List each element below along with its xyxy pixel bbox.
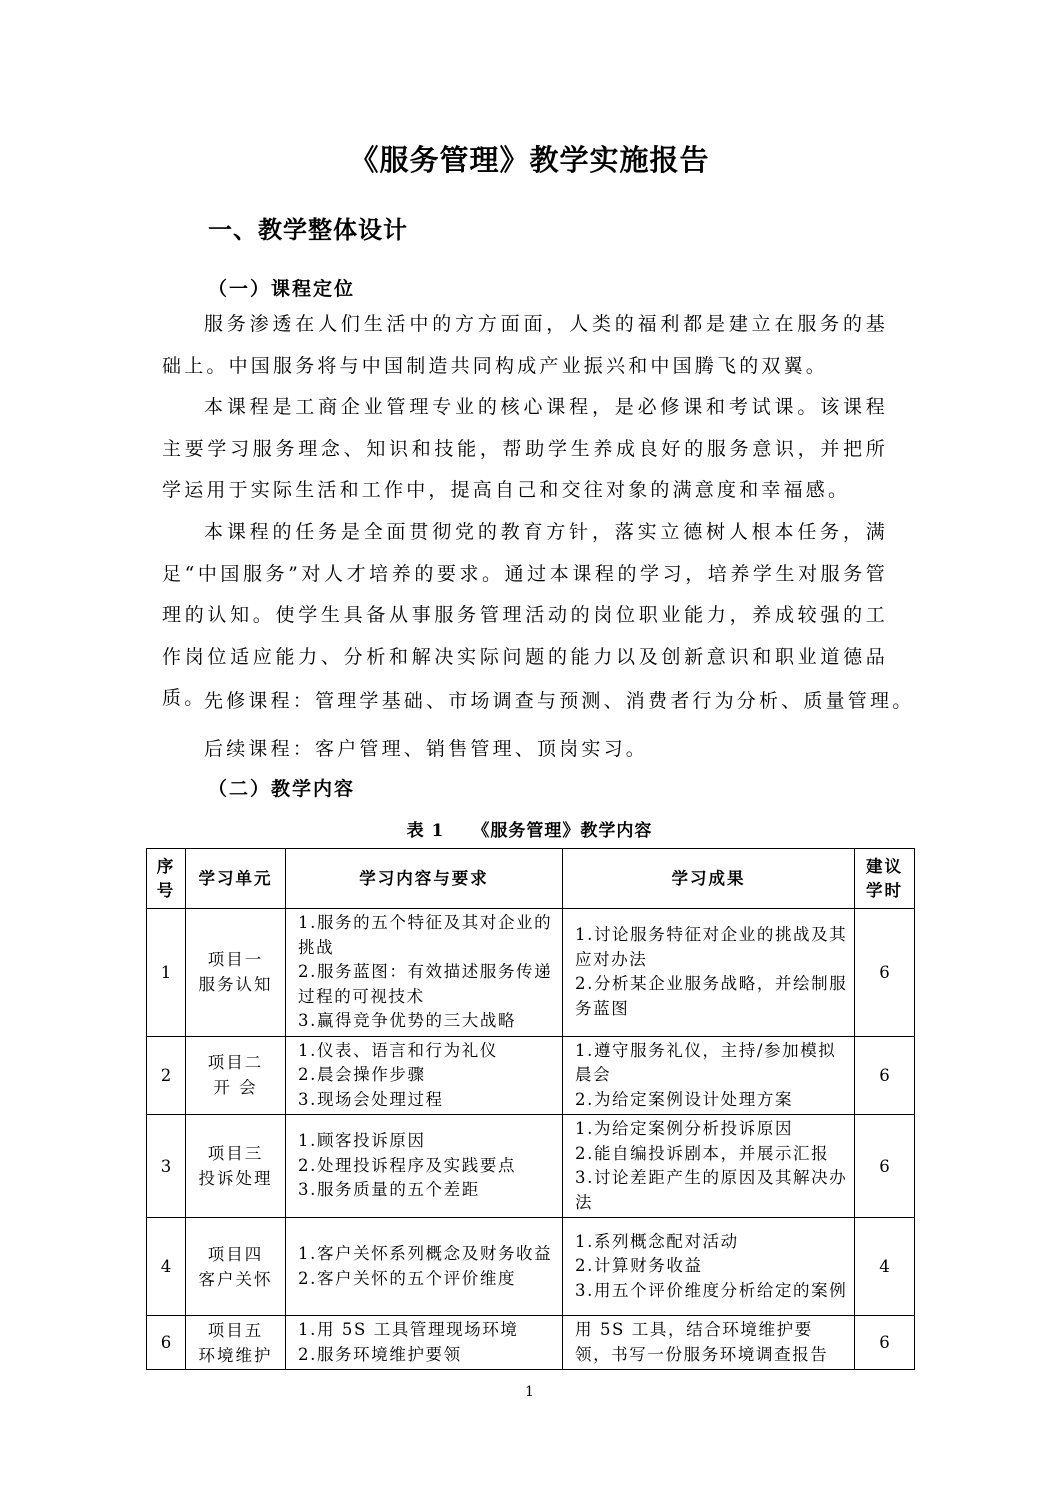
table-caption	[0, 816, 1059, 841]
row-content: 1.服务的五个特征及其对企业的挑战 2.服务蓝图：有效描述服务传递过程的可视技术 3.赢得竞争优势的三大战略	[286, 909, 563, 1037]
row-hours: 6	[855, 1036, 915, 1115]
row-hours: 6	[855, 1115, 915, 1218]
table-row	[147, 1036, 915, 1115]
row-content: 1.顾客投诉原因 2.处理投诉程序及实践要点 3.服务质量的五个差距	[286, 1115, 563, 1218]
row-index: 2	[147, 1036, 186, 1115]
row-result: 1.遵守服务礼仪，主持/参加模拟晨会 2.为给定案例设计处理方案	[563, 1036, 855, 1115]
row-index: 6	[147, 1316, 186, 1370]
row-unit: 项目一 服务认知	[186, 909, 286, 1037]
paragraph-course-task: 本课程的任务是全面贯彻党的教育方针，落实立德树人根本任务，满足“中国服务”对人才培养的要求。通过本课程的学习，培养学生对服务管理的认知。使学生具备从事服务管理活动的岗位职业能力，养成较强的工作岗位适应能力、分析和解决实际问题的能力以及创新意识和职业道德品质。	[162, 521, 888, 709]
row-hours: 4	[855, 1218, 915, 1316]
prerequisites-line: 先修课程：管理学基础、市场调查与预测、消费者行为分析、质量管理。	[204, 690, 915, 712]
row-result: 用 5S 工具，结合环境维护要领，书写一份服务环境调查报告	[563, 1316, 855, 1370]
row-result: 1.讨论服务特征对企业的挑战及其应对办法 2.分析某企业服务战略，并绘制服务蓝图	[563, 909, 855, 1037]
row-result: 1.为给定案例分析投诉原因 2.能自编投诉剧本，并展示汇报 3.讨论差距产生的原因及其解决办法	[563, 1115, 855, 1218]
section-heading: 一、教学整体设计	[208, 215, 408, 244]
page-number: 1	[525, 1384, 534, 1400]
row-content: 1.仪表、语言和行为礼仪 2.晨会操作步骤 3.现场会处理过程	[286, 1036, 563, 1115]
teaching-content-table	[146, 848, 915, 1370]
row-unit: 项目四 客户关怀	[186, 1218, 286, 1316]
row-hours: 6	[855, 909, 915, 1037]
row-index: 1	[147, 909, 186, 1037]
header-unit: 学习单元	[186, 849, 286, 909]
row-index: 4	[147, 1218, 186, 1316]
page-title: 《服务管理》教学实施报告	[349, 143, 710, 177]
row-unit: 项目三 投诉处理	[186, 1115, 286, 1218]
header-content: 学习内容与要求	[286, 849, 563, 909]
paragraph-course-nature: 本课程是工商企业管理专业的核心课程，是必修课和考试课。该课程主要学习服务理念、知识和技能，帮助学生养成良好的服务意识，并把所学运用于实际生活和工作中，提高自己和交往对象的满意度和幸福感。	[162, 396, 888, 501]
header-result: 学习成果	[563, 849, 855, 909]
table-caption-label: 表 1	[406, 821, 445, 841]
table-row	[147, 909, 915, 1037]
row-unit: 项目二 开 会	[186, 1036, 286, 1115]
subsection-heading-content: （二）教学内容	[208, 778, 356, 800]
paragraph-intro: 服务渗透在人们生活中的方方面面，人类的福利都是建立在服务的基础上。中国服务将与中国制造共同构成产业振兴和中国腾飞的双翼。	[162, 313, 888, 377]
table-row	[147, 1115, 915, 1218]
table-row	[147, 1218, 915, 1316]
subsection-heading-positioning: （一）课程定位	[208, 278, 356, 300]
row-unit: 项目五 环境维护	[186, 1316, 286, 1370]
row-index: 3	[147, 1115, 186, 1218]
row-content: 1.客户关怀系列概念及财务收益 2.客户关怀的五个评价维度	[286, 1218, 563, 1316]
followups-line: 后续课程：客户管理、销售管理、顶岗实习。	[204, 738, 649, 760]
header-index: 序 号	[147, 849, 186, 909]
row-content: 1.用 5S 工具管理现场环境 2.服务环境维护要领	[286, 1316, 563, 1370]
header-hours: 建议 学时	[855, 849, 915, 909]
table-caption-text: 《服务管理》教学内容	[472, 821, 653, 841]
table-row	[147, 1316, 915, 1370]
row-result: 1.系列概念配对活动 2.计算财务收益 3.用五个评价维度分析给定的案例	[563, 1218, 855, 1316]
table-header-row	[147, 849, 915, 909]
row-hours: 6	[855, 1316, 915, 1370]
